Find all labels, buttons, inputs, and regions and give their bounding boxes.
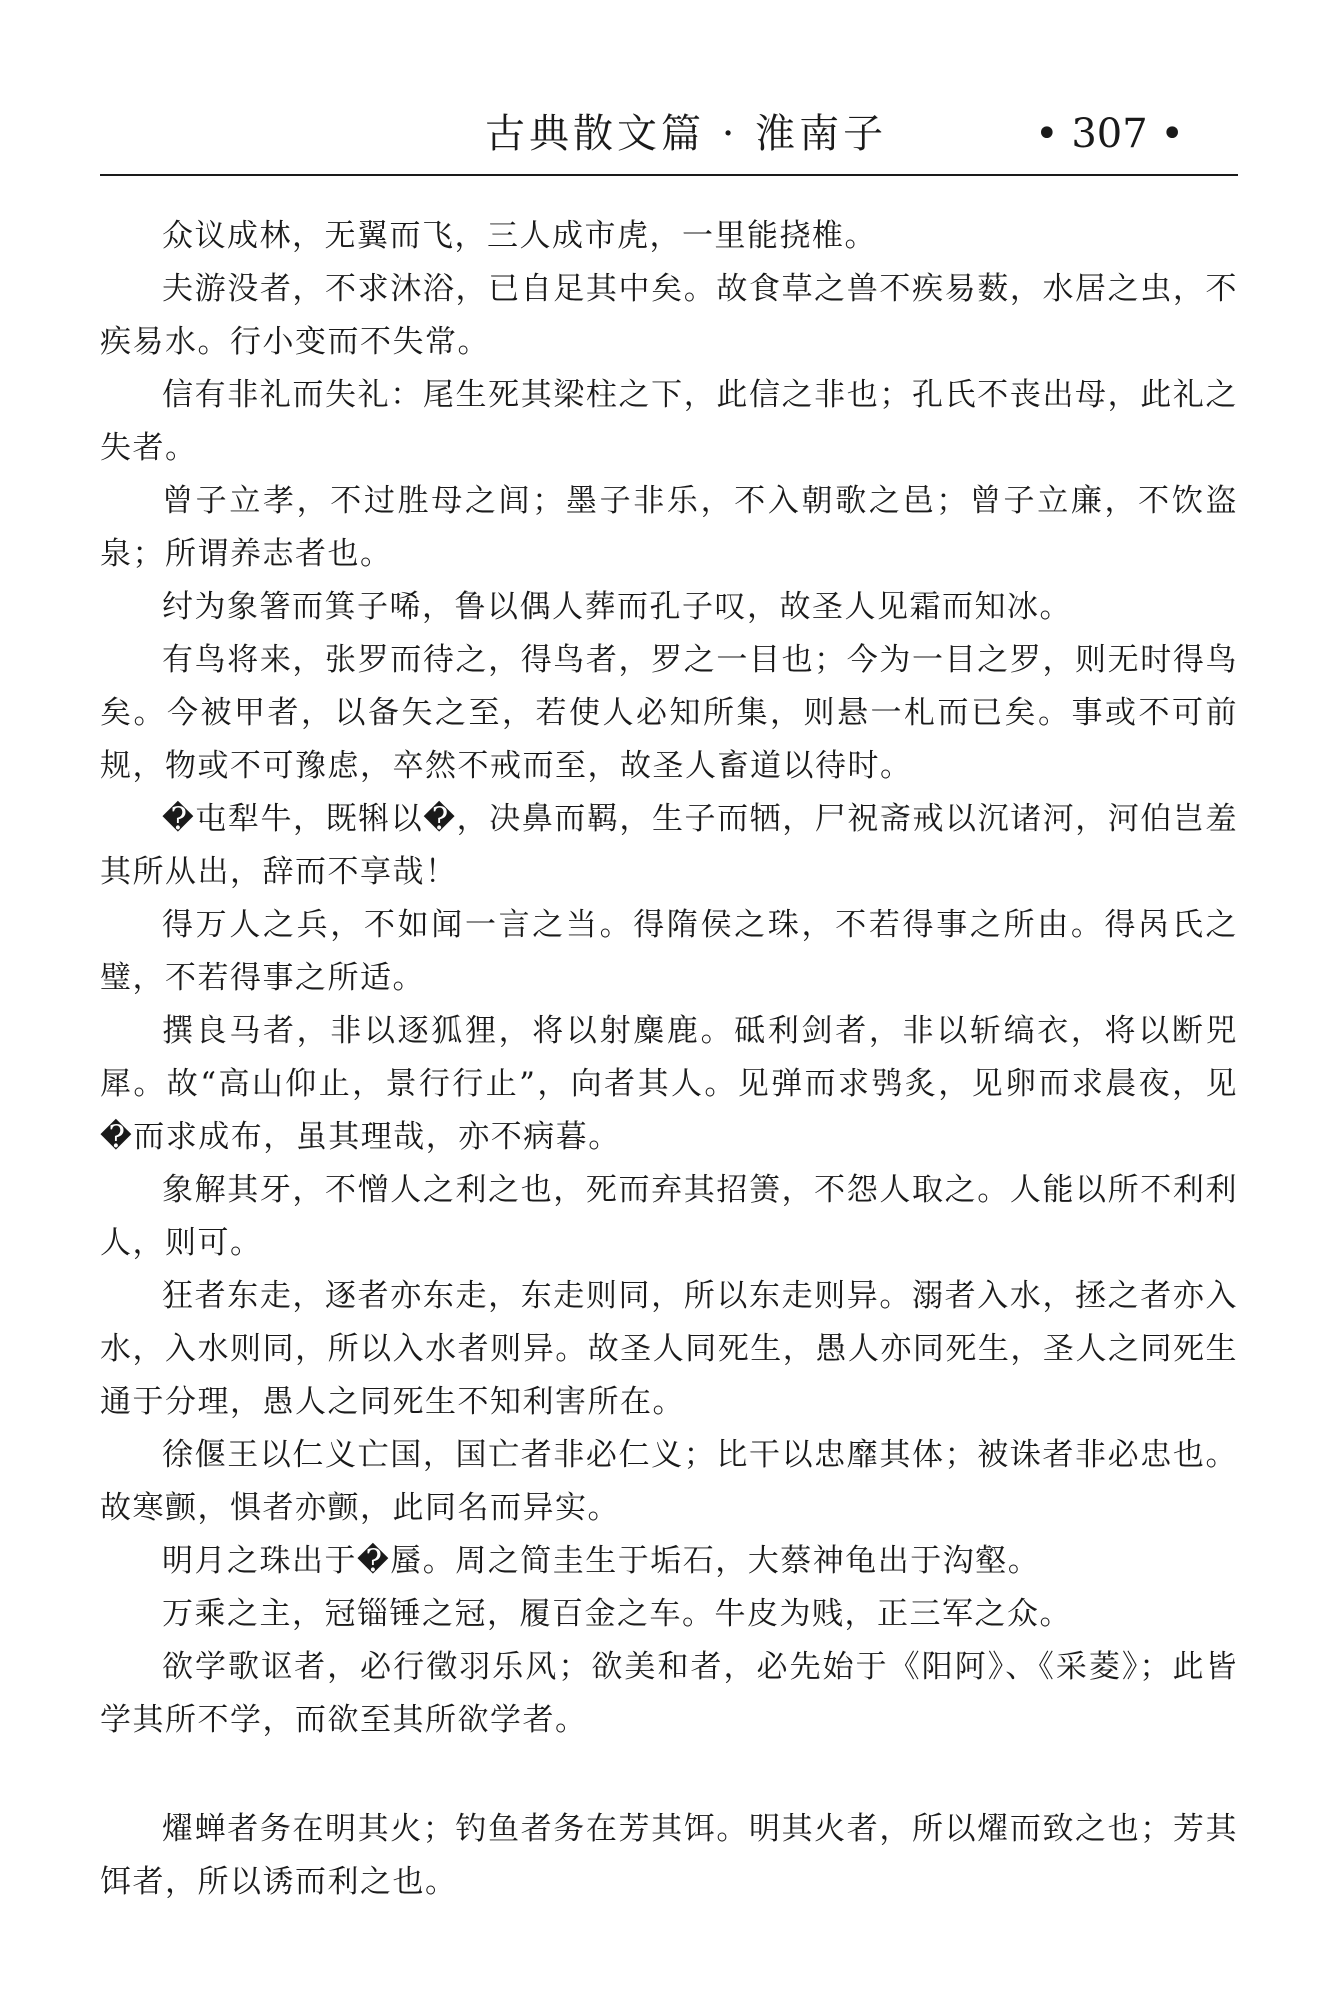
paragraph-10: 象解其牙，不憎人之利之也，死而弃其招箦，不怨人取之。人能以所不利利人，则可。 (100, 1172, 1238, 1261)
page-header (100, 98, 1238, 176)
paragraph-4: 曾子立孝，不过胜母之闾；墨子非乐，不入朝歌之邑；曾子立廉，不饮盗泉；所谓养志者也。 (100, 483, 1238, 572)
running-title: 古典散文篇 · 淮南子 (485, 111, 888, 157)
paragraph-15: 欲学歌讴者，必行徵羽乐风；欲美和者，必先始于《阳阿》、《采菱》；此皆学其所不学，而欲至其所欲学者。 (100, 1649, 1238, 1738)
page-number: • 307 • (1035, 111, 1184, 157)
paragraph-11: 狂者东走，逐者亦东走，东走则同，所以东走则异。溺者入水，拯之者亦入水，入水则同，所以入水者则异。故圣人同死生，愚人亦同死生，圣人之同死生通于分理，愚人之同死生不知利害所在。 (100, 1278, 1238, 1420)
paragraph-9: 撰良马者，非以逐狐狸，将以射麋鹿。砥利剑者，非以斩缟衣，将以断兕犀。故“高山仰止，景行行止”，向者其人。见弹而求鸮炙，见卵而求晨夜，见�而求成布，虽其理哉，亦不病暮。 (100, 1013, 1238, 1155)
paragraph-14: 万乘之主，冠锱锤之冠，履百金之车。牛皮为贱，正三军之众。 (162, 1596, 1072, 1632)
paragraph-1: 众议成林，无翼而飞，三人成市虎，一里能挠椎。 (162, 218, 877, 254)
paragraph-12: 徐偃王以仁义亡国，国亡者非必仁义；比干以忠靡其体；被诛者非必忠也。故寒颤，惧者亦颤，此同名而异实。 (100, 1437, 1238, 1526)
paragraph-2: 夫游没者，不求沐浴，已自足其中矣。故食草之兽不疾易薮，水居之虫，不疾易水。行小变而不失常。 (100, 271, 1238, 360)
paragraph-5: 纣为象箸而箕子唏，鲁以偶人葬而孔子叹，故圣人见霜而知冰。 (162, 589, 1072, 625)
paragraph-3: 信有非礼而失礼：尾生死其梁柱之下，此信之非也；孔氏不丧出母，此礼之失者。 (100, 377, 1238, 466)
paragraph-6: 有鸟将来，张罗而待之，得鸟者，罗之一目也；今为一目之罗，则无时得鸟矣。今被甲者，以备矢之至，若使人必知所集，则悬一札而已矣。事或不可前规，物或不可豫虑，卒然不戒而至，故圣人畜道以待时。 (100, 642, 1238, 784)
paragraph-13: 明月之珠出于�蜃。周之简圭生于垢石，大蔡神龟出于沟壑。 (162, 1543, 1041, 1579)
body-text (100, 210, 1238, 1909)
paragraph-7: �屯犁牛，既犐以�，决鼻而羁，生子而牺，尸祝斋戒以沉诸河，河伯岂羞其所从出，辞而不享哉！ (100, 801, 1238, 890)
paragraph-16: 燿蝉者务在明其火；钓鱼者务在芳其饵。明其火者，所以燿而致之也；芳其饵者，所以诱而利之也。 (100, 1811, 1238, 1900)
paragraph-8: 得万人之兵，不如闻一言之当。得隋侯之珠，不若得事之所由。得呙氏之璧，不若得事之所适。 (100, 907, 1238, 996)
